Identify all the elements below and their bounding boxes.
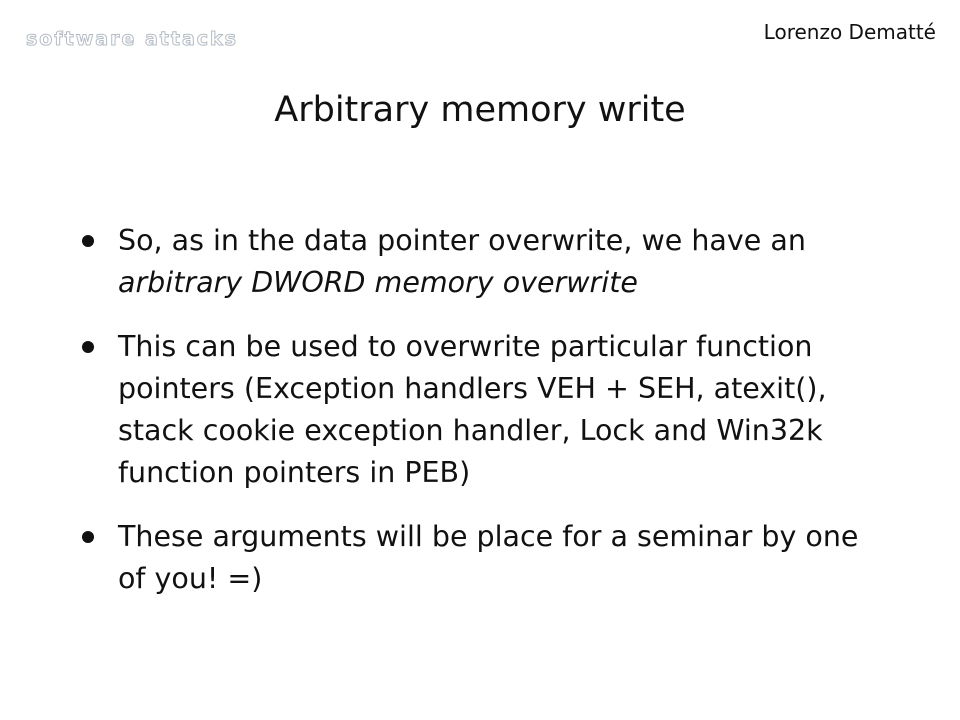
author-name: Lorenzo Dematté [763, 20, 936, 44]
bullet-dot-icon [82, 235, 94, 247]
bullet-dot-icon [82, 531, 94, 543]
course-logo: software attacks [26, 28, 238, 50]
slide-title: Arbitrary memory write [274, 90, 686, 130]
bullet-item [82, 326, 882, 494]
bullet-text: These arguments will be place for a seminar by one of you! =) [118, 520, 859, 595]
bullet-text: This can be used to overwrite particular function pointers (Exception handlers VEH + SEH, atexit(), stack cookie exception handler, Lock and Win32k function pointers in PEB) [118, 330, 827, 489]
bullet-item [82, 516, 882, 600]
bullet-text: So, as in the data pointer overwrite, we have an [118, 224, 806, 257]
bullet-item [82, 220, 882, 304]
bullet-list [82, 220, 882, 622]
bullet-dot-icon [82, 341, 94, 353]
bullet-emphasis-text: arbitrary DWORD memory overwrite [118, 266, 638, 299]
